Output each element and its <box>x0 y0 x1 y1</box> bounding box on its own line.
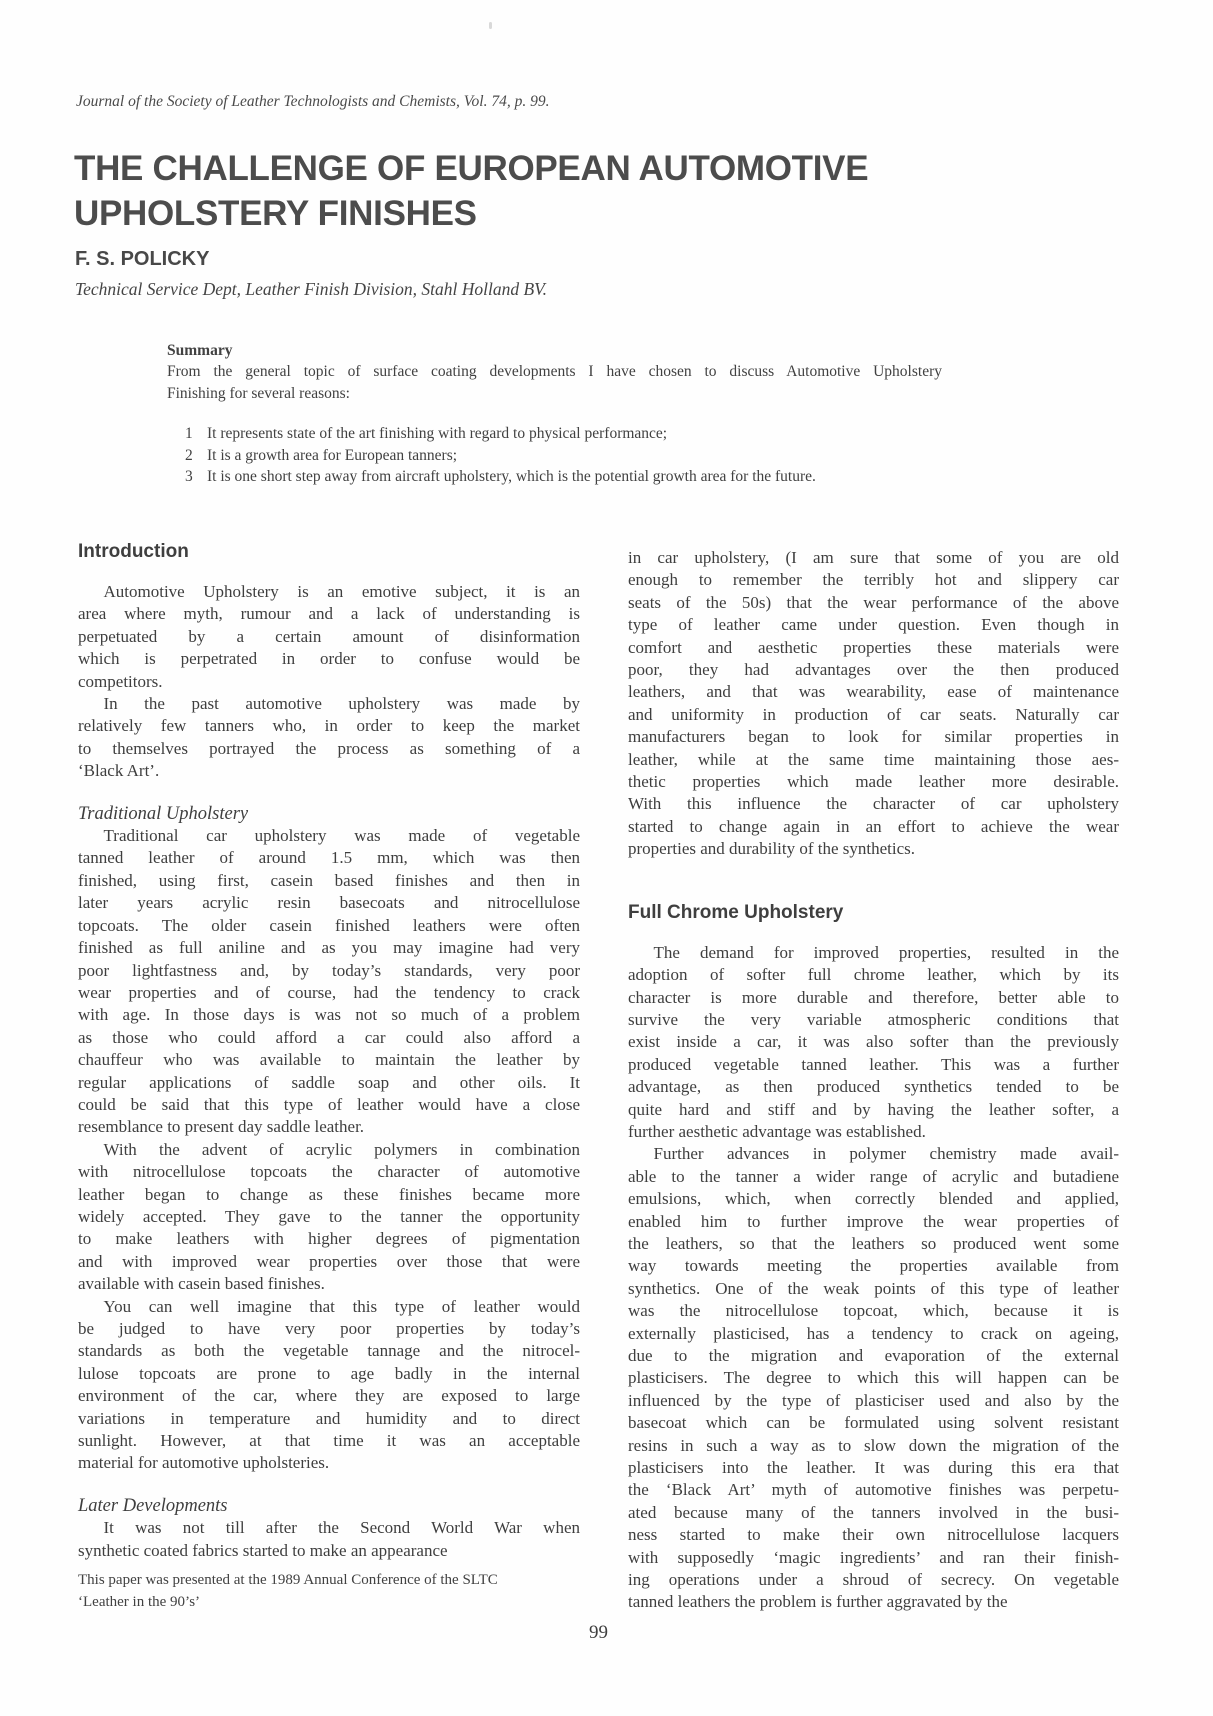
text-line: lulose topcoats are prone to age badly in the internal <box>78 1363 580 1383</box>
text-line: standards as both the vegetable tannage and the nitrocel- <box>78 1341 580 1361</box>
right-column <box>628 547 1119 1614</box>
text-line: produced vegetable tanned leather. This was a further <box>628 1054 1119 1074</box>
text-line: and with improved wear properties over those that were <box>78 1251 580 1271</box>
text-line: later years acrylic resin basecoats and nitrocellulose <box>78 893 580 913</box>
text-line: with age. In those days is was not so much of a problem <box>78 1005 580 1025</box>
text-line: to make leathers with higher degrees of pigmentation <box>78 1229 580 1249</box>
text-line: be judged to have very poor properties by today’s <box>78 1319 580 1338</box>
text-line: further aesthetic advantage was established. <box>628 1121 926 1141</box>
text-line: ‘Black Art’. <box>78 761 160 781</box>
heading-later-developments: Later Developments <box>78 1495 228 1516</box>
text-line: was the nitrocellulose topcoat, which, because it is <box>628 1301 1119 1321</box>
footnote-text <box>78 1570 558 1613</box>
text-line: enabled him to further improve the wear properties of <box>628 1211 1119 1231</box>
page-title-line-2: UPHOLSTERY FINISHES <box>74 194 477 233</box>
text-line: enough to remember the terribly hot and slippery car <box>628 570 1119 590</box>
text-line: regular applications of saddle soap and other oils. It <box>78 1072 580 1092</box>
text-line: and uniformity in production of car seats. Naturally car <box>628 704 1119 724</box>
paragraph <box>628 547 1119 861</box>
text-line: Further advances in polymer chemistry made avail- <box>653 1144 1119 1164</box>
text-line: resemblance to present day saddle leather. <box>78 1117 365 1137</box>
paragraph <box>78 1517 580 1562</box>
text-line: You can well imagine that this type of leather would <box>103 1296 580 1316</box>
text-line: topcoats. The older casein finished leathers were often <box>78 915 580 935</box>
summary-heading: Summary <box>167 342 233 359</box>
text-line: synthetic coated fabrics started to make an appearance <box>78 1540 448 1560</box>
text-line: comfort and aesthetic properties these materials were <box>628 637 1119 657</box>
text-line: manufacturers began to look for similar properties in <box>628 727 1119 747</box>
text-line: The demand for improved properties, resulted in the <box>653 942 1119 962</box>
text-line: due to the migration and evaporation of the external <box>628 1346 1119 1365</box>
text-line: finished as full aniline and as you may imagine had very <box>78 938 580 958</box>
heading-full-chrome-upholstery: Full Chrome Upholstery <box>628 901 844 923</box>
text-line: the leathers, so that the leathers so produced went some <box>628 1233 1119 1253</box>
text-line: finished, using first, casein based finishes and then in <box>78 870 580 890</box>
text-line: With the advent of acrylic polymers in combination <box>103 1139 580 1159</box>
text-line: poor lightfastness and, by today’s standards, very poor <box>78 960 580 980</box>
text-line: ‘Leather in the 90’s’ <box>78 1593 201 1610</box>
page-title <box>74 146 868 236</box>
text-line: able to the tanner a wider range of acrylic and butadiene <box>628 1166 1119 1186</box>
text-line: which is perpetrated in order to confuse would be <box>78 649 580 669</box>
summary-paragraph <box>167 361 942 404</box>
paragraph <box>628 942 1119 1144</box>
text-line: could be said that this type of leather would have a close <box>78 1094 580 1114</box>
text-line: type of leather came under question. Even though in <box>628 615 1119 635</box>
page-title-line-1: THE CHALLENGE OF EUROPEAN AUTOMOTIVE <box>74 149 869 188</box>
heading-traditional-upholstery: Traditional Upholstery <box>78 803 249 824</box>
text-line: ated because many of the tanners involved in the busi- <box>628 1502 1119 1522</box>
text-line: Finishing for several reasons: <box>167 384 350 402</box>
summary-paragraph <box>167 361 942 404</box>
text-line: resins in such a way as to slow down the migration of the <box>628 1435 1119 1455</box>
text-line: Automotive Upholstery is an emotive subject, it is an <box>103 582 580 601</box>
text-line: This paper was presented at the 1989 Annual Conference of the SLTC <box>78 1572 498 1588</box>
text-line: ness started to make their own nitrocellulose lacquers <box>628 1525 1119 1545</box>
list-item-text: It represents state of the art finishing with regard to physical performance; <box>207 425 668 442</box>
text-line: way towards meeting the properties available from <box>628 1256 1119 1276</box>
list-item-number: 3 <box>185 468 193 485</box>
paragraph <box>78 1139 580 1296</box>
text-line: synthetics. One of the weak points of this type of leather <box>628 1278 1119 1298</box>
text-line: the ‘Black Art’ myth of automotive finishes was perpetu- <box>628 1480 1119 1500</box>
text-line: available with casein based finishes. <box>78 1274 325 1294</box>
text-line: variations in temperature and humidity and to direct <box>78 1408 580 1428</box>
list-item-text: It is one short step away from aircraft upholstery, which is the potential growth area for the future. <box>207 468 816 485</box>
text-line: properties and durability of the synthetics. <box>628 839 916 859</box>
text-line: externally plasticised, has a tendency to crack on ageing, <box>628 1323 1119 1343</box>
text-line: with supposedly ‘magic ingredients’ and ran their finish- <box>628 1547 1119 1567</box>
text-line: Traditional car upholstery was made of vegetable <box>103 826 580 846</box>
author-affiliation: Technical Service Dept, Leather Finish Division, Stahl Holland BV. <box>75 279 547 299</box>
list-item-text: It is a growth area for European tanners; <box>207 446 458 464</box>
text-line: leather, while at the same time maintaining those aes- <box>628 749 1119 769</box>
paragraph <box>628 1143 1119 1614</box>
text-line: advantage, as then produced synthetics tended to be <box>628 1077 1119 1097</box>
text-line: adoption of softer full chrome leather, which by its <box>628 965 1119 985</box>
text-line: From the general topic of surface coating developments I have chosen to discuss Automotive Upholstery <box>167 363 942 380</box>
text-line: plasticisers into the leather. It was during this era that <box>628 1458 1119 1478</box>
text-line: started to change again in an effort to achieve the wear <box>628 816 1119 836</box>
paragraph <box>78 825 580 1139</box>
text-line: plasticisers. The degree to which this will happen can be <box>628 1368 1119 1388</box>
text-line: It was not till after the Second World War when <box>103 1518 580 1538</box>
summary-section <box>167 341 942 488</box>
text-line: exist inside a car, it was also softer than the previously <box>628 1032 1119 1052</box>
text-line: in car upholstery, (I am sure that some of you are old <box>628 548 1119 567</box>
text-line: to themselves portrayed the process as something of a <box>78 738 580 758</box>
text-line: quite hard and stiff and by having the leather softer, a <box>628 1099 1119 1119</box>
text-line: area where myth, rumour and a lack of understanding is <box>78 604 580 624</box>
journal-citation: Journal of the Society of Leather Technologists and Chemists, Vol. 74, p. 99. <box>76 93 550 110</box>
text-line: perpetuated by a certain amount of disinformation <box>78 626 580 646</box>
footnote <box>78 1570 558 1613</box>
summary-list-item-3 <box>185 466 942 488</box>
text-line: With this influence the character of car upholstery <box>628 794 1119 814</box>
text-line: sunlight. However, at that time it was an acceptable <box>78 1431 580 1451</box>
paragraph <box>78 1296 580 1475</box>
list-item-number: 1 <box>185 425 193 442</box>
text-line: poor, they had advantages over the then produced <box>628 660 1119 680</box>
left-column <box>78 540 580 1562</box>
summary-list-item-1 <box>185 423 942 445</box>
text-line: leathers, and that was wearability, ease of maintenance <box>628 682 1119 702</box>
text-line: environment of the car, where they are exposed to large <box>78 1386 580 1406</box>
text-line: with nitrocellulose topcoats the character of automotive <box>78 1162 580 1182</box>
page-number: 99 <box>589 1622 608 1643</box>
list-item-number: 2 <box>185 446 193 464</box>
paragraph <box>78 693 580 783</box>
text-line: relatively few tanners who, in order to keep the market <box>78 716 580 736</box>
summary-list-item-2 <box>185 445 942 467</box>
text-line: as those who could afford a car could also afford a <box>78 1027 580 1047</box>
text-line: In the past automotive upholstery was made by <box>103 694 580 714</box>
text-line: widely accepted. They gave to the tanner the opportunity <box>78 1206 580 1226</box>
text-line: tanned leather of around 1.5 mm, which was then <box>78 848 580 868</box>
text-line: chauffeur who was available to maintain the leather by <box>78 1050 580 1070</box>
text-line: influenced by the type of plasticiser used and also by the <box>628 1390 1119 1410</box>
author-name: F. S. POLICKY <box>75 248 210 270</box>
summary-list <box>167 423 942 488</box>
text-line: emulsions, which, when correctly blended and applied, <box>628 1189 1119 1209</box>
text-line: ing operations under a shroud of secrecy. On vegetable <box>628 1570 1119 1590</box>
paragraph <box>78 581 580 693</box>
text-line: tanned leathers the problem is further aggravated by the <box>628 1592 1008 1612</box>
text-line: survive the very variable atmospheric conditions that <box>628 1009 1119 1029</box>
text-line: seats of the 50s) that the wear performance of the above <box>628 592 1119 612</box>
text-line: wear properties and of course, had the tendency to crack <box>78 982 580 1002</box>
scan-artifact <box>489 22 492 29</box>
text-line: basecoat which can be formulated using solvent resistant <box>628 1413 1119 1433</box>
heading-introduction: Introduction <box>78 541 189 562</box>
text-line: material for automotive upholsteries. <box>78 1453 330 1473</box>
text-line: competitors. <box>78 671 163 691</box>
text-line: character is more durable and therefore, better able to <box>628 987 1119 1007</box>
text-line: thetic properties which made leather more desirable. <box>628 772 1119 792</box>
text-line: leather began to change as these finishes became more <box>78 1184 580 1204</box>
